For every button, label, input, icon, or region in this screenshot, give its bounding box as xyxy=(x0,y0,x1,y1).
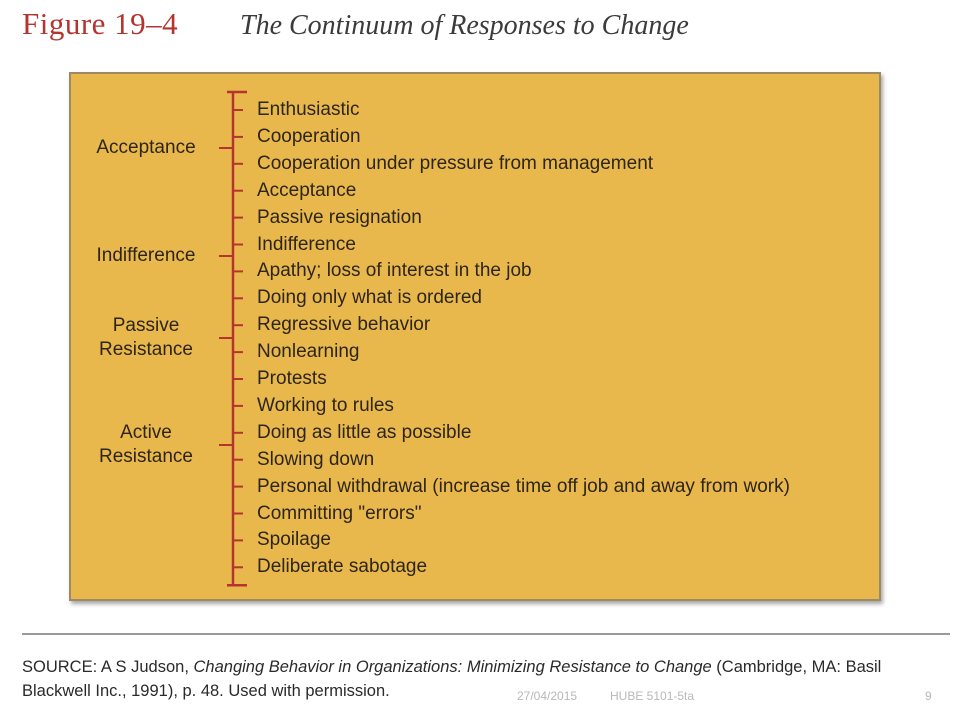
response-item: Doing only what is ordered xyxy=(257,287,482,309)
response-item: Doing as little as possible xyxy=(257,421,472,443)
response-item: Enthusiastic xyxy=(257,99,360,120)
category-passive-resistance: Passive Resistance xyxy=(99,315,193,360)
response-item: Deliberate sabotage xyxy=(257,556,428,578)
figure-label: Figure 19–4 xyxy=(22,6,179,41)
response-item: Committing "errors" xyxy=(257,502,422,524)
figure-title: The Continuum of Responses to Change xyxy=(240,10,689,41)
category-active-resistance: Active Resistance xyxy=(99,422,193,467)
response-item: Nonlearning xyxy=(257,341,360,363)
response-item: Indifference xyxy=(257,233,356,255)
response-item: Working to rules xyxy=(257,394,394,416)
footer-date: 27/04/2015 xyxy=(517,689,578,703)
source-book-title: Changing Behavior in Organizations: Minimizing Resistance to Change xyxy=(193,658,712,676)
footer-page-number: 9 xyxy=(925,689,932,703)
response-item: Apathy; loss of interest in the job xyxy=(257,260,532,282)
category-indifference: Indifference xyxy=(96,245,196,266)
response-item: Cooperation under pressure from management xyxy=(257,152,654,174)
response-item: Acceptance xyxy=(257,179,357,201)
response-item: Regressive behavior xyxy=(257,314,431,336)
response-item: Spoilage xyxy=(257,529,331,551)
source-divider xyxy=(22,633,950,635)
response-item: Passive resignation xyxy=(257,206,422,228)
source-suffix: (Cambridge, MA: Basil Blackwell Inc., 1991), p. 48. Used with permission. xyxy=(22,658,882,700)
response-item: Protests xyxy=(257,368,327,389)
continuum-scale xyxy=(71,74,261,603)
response-item: Personal withdrawal (increase time off job and away from work) xyxy=(257,475,790,497)
response-item: Cooperation xyxy=(257,125,361,147)
response-item: Slowing down xyxy=(257,448,375,470)
source-prefix: SOURCE: A S Judson, xyxy=(22,658,194,676)
category-acceptance: Acceptance xyxy=(96,137,196,158)
footer-course: HUBE 5101-5ta xyxy=(610,689,695,703)
continuum-panel xyxy=(69,72,881,601)
source-citation xyxy=(22,655,942,703)
